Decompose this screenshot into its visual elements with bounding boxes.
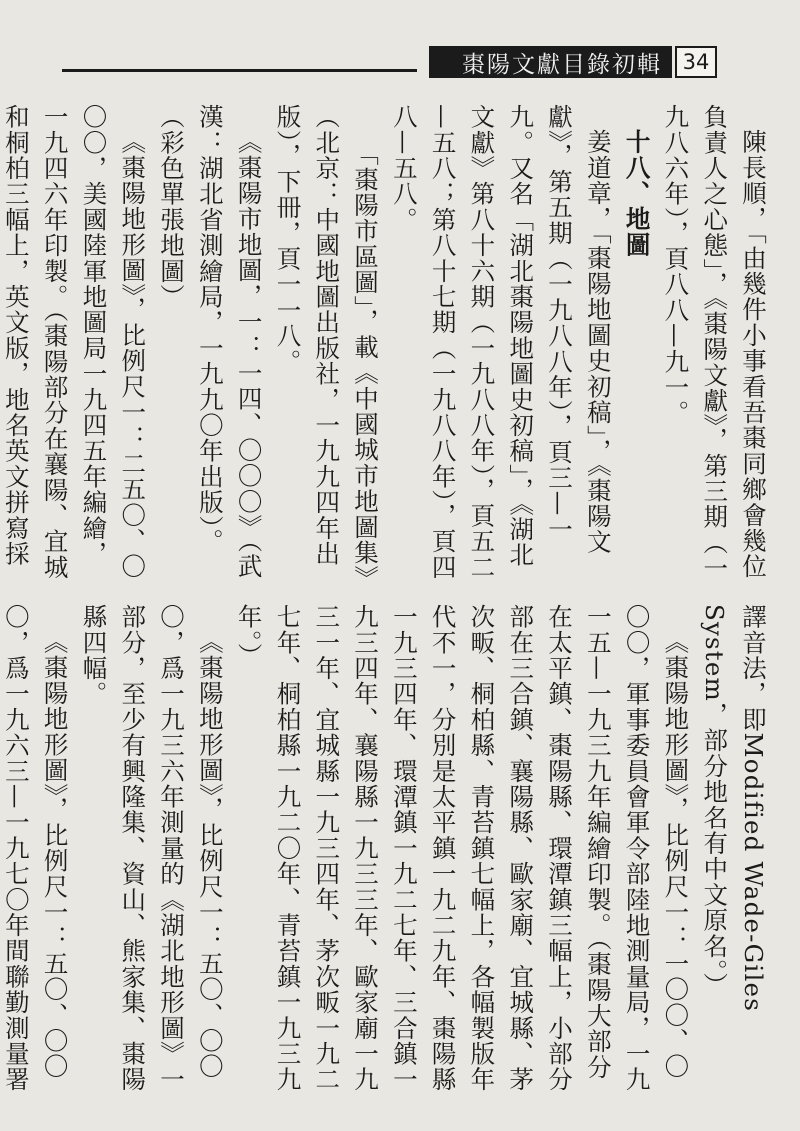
page-number — [675, 46, 717, 78]
entry-paragraph: 姜道章，「棗陽地圖史初稿」，《棗陽文獻》，第五期（一九八八年），頁三—一九。又名「湖北棗陽地圖史初稿」，《湖北文獻》第八十六期（一九八八年），頁五二—五八；第八十七期（一九八八年），頁四八—五八。 — [389, 104, 613, 581]
running-title-text: 棗陽文獻目錄初輯 — [462, 51, 662, 78]
running-title — [429, 46, 672, 78]
entry-paragraph: 《棗陽地形圖》，比例尺一：五〇、〇〇〇，爲一九三六年測量的《湖北地形圖》一部分，至少有興隆集、資山、熊家集、棗陽縣四幅。 — [79, 604, 225, 1093]
upper-text-block — [1, 104, 772, 590]
header-rule — [62, 69, 417, 72]
entry-paragraph: 《棗陽地形圖》，比例尺一：二五〇、〇〇〇，美國陸軍地圖局一九四五年編繪，一九四六年印製。（棗陽部分在襄陽、宜城和桐柏三幅上，英文版，地名英文拼寫採 — [1, 104, 148, 581]
entry-paragraph: 《棗陽市地圖，一：一四、〇〇〇》（武漢：湖北省測繪局，一九九〇年出版）。（彩色單張地圖） — [157, 104, 264, 579]
lower-text-block — [1, 604, 772, 1104]
entry-paragraph: 「棗陽市區圖」，載《中國城市地圖集》（北京：中國地圖出版社，一九九四年出版），下冊，頁一一八。 — [273, 104, 381, 579]
entry-paragraph: 陳長順，「由幾件小事看吾棗同鄉會幾位負責人之心態」，《棗陽文獻》，第三期（一九八六年），頁八八—九一。 — [661, 104, 768, 582]
page-number-text: 34 — [682, 50, 710, 74]
section-heading: 十八、地圖 — [622, 128, 652, 257]
entry-paragraph: 《棗陽地形圖》，比例尺一：一〇〇、〇〇〇，軍事委員會軍令部陸地測量局，一九一五—一九三九年編繪印製。（棗陽大部分在太平鎮、棗陽縣、環潭鎮三幅上，小部分部在三合鎮、襄陽縣、歐家廟、宜城縣、茅次畈、桐柏縣、青苔鎮七幅上，各幅製版年代不一，分別是太平鎮一九二九年、棗陽縣一九三四年、環潭鎮一九二七年、三合鎮一九三四年、襄陽縣一九三三年、歐家廟一九三一年、宜城縣一九三四年、茅次畈一九二七年、桐柏縣一九二〇年、青苔鎮一九三九年。） — [234, 604, 691, 1093]
entry-paragraph: 《棗陽地形圖》，比例尺一：五〇、〇〇〇，爲一九六三—一九七〇年間聯勤測量署 — [1, 604, 70, 1093]
entry-paragraph: 譯音法，即Modified Wade-Giles System，部分地名有中文原名。） — [700, 604, 768, 1012]
